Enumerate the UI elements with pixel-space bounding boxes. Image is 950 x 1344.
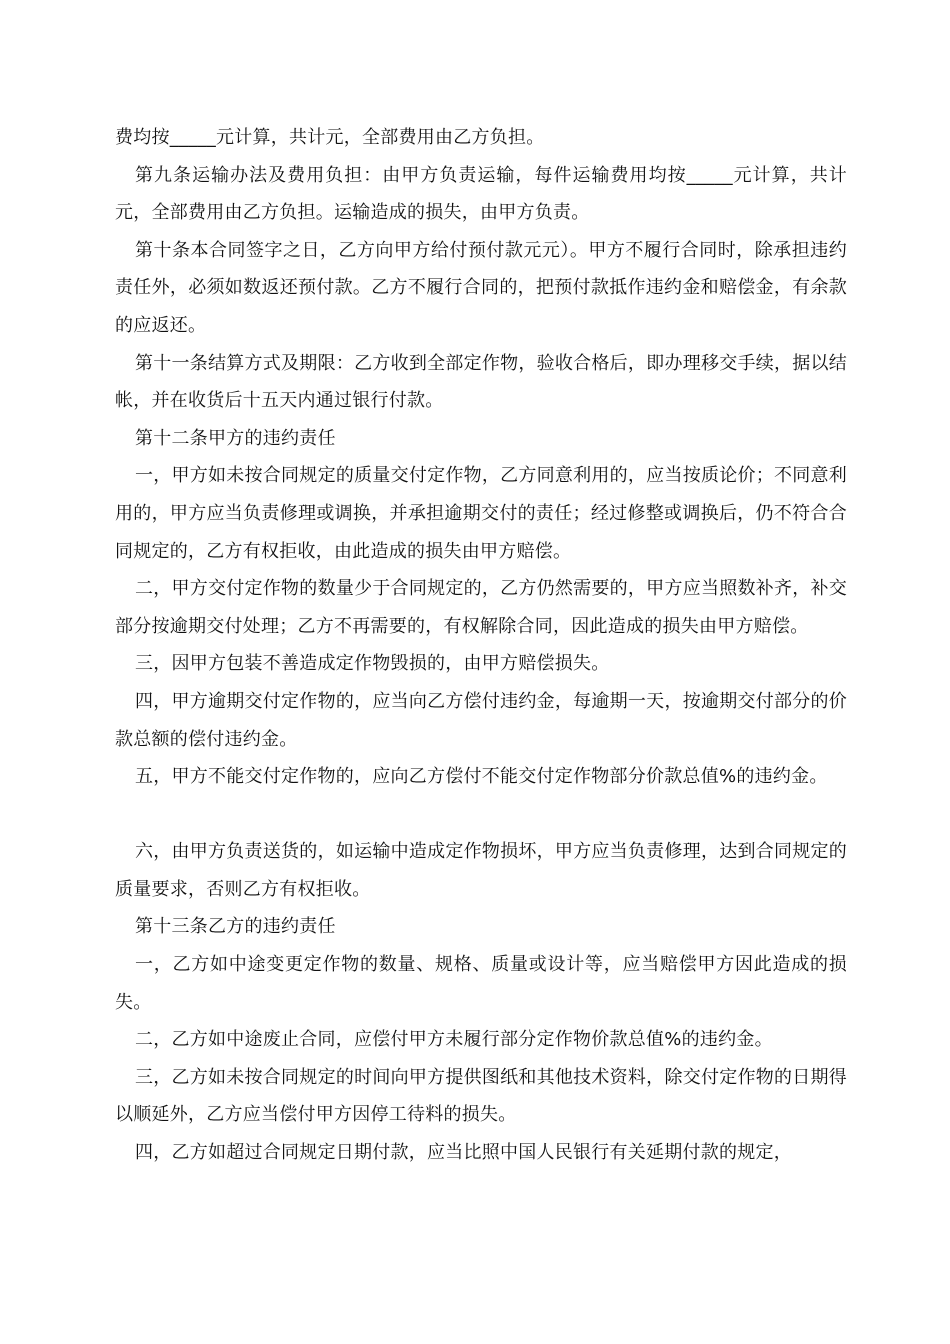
paragraph-article-12-item-2: 二，甲方交付定作物的数量少于合同规定的，乙方仍然需要的，甲方应当照数补齐，补交部分按逾期交付处理；乙方不再需要的，有权解除合同，因此造成的损失由甲方赔偿。 — [115, 578, 847, 637]
paragraph-article-10: 第十条本合同签字之日，乙方向甲方给付预付款元元）。甲方不履行合同时，除承担违约责任外，必须如数返还预付款。乙方不履行合同的，把预付款抵作违约金和赔偿金，有余款的应返还。 — [115, 239, 847, 336]
paragraph-article-12-item-4: 四，甲方逾期交付定作物的，应当向乙方偿付违约金，每逾期一天，按逾期交付部分的价款总额的偿付违约金。 — [115, 690, 847, 750]
paragraph-article-9: 第九条运输办法及费用负担：由甲方负责运输，每件运输费用均按_____元计算，共计元，全部费用由乙方负担。运输造成的损失，由甲方负责。 — [115, 164, 847, 224]
paragraph-article-12-item-5: 五，甲方不能交付定作物的，应向乙方偿付不能交付定作物部分价款总值%的违约金。 — [135, 766, 828, 788]
paragraph-fee-continuation: 费均按_____元计算，共计元，全部费用由乙方负担。 — [115, 127, 545, 148]
paragraph-article-13-item-4: 四，乙方如超过合同规定日期付款，应当比照中国人民银行有关延期付款的规定， — [135, 1142, 792, 1164]
paragraph-article-13-item-3: 三，乙方如未按合同规定的时间向甲方提供图纸和其他技术资料，除交付定作物的日期得以顺延外，乙方应当偿付甲方因停工待料的损失。 — [115, 1066, 847, 1126]
document-body — [115, 119, 847, 1172]
paragraph-article-12-item-6: 六，由甲方负责送货的，如运输中造成定作物损坏，甲方应当负责修理，达到合同规定的质量要求，否则乙方有权拒收。 — [115, 841, 847, 900]
paragraph-article-12-item-3: 三，因甲方包装不善造成定作物毁损的，由甲方赔偿损失。 — [135, 653, 610, 675]
paragraph-article-13-item-1: 一，乙方如中途变更定作物的数量、规格、质量或设计等，应当赔偿甲方因此造成的损失。 — [115, 954, 847, 1013]
paragraph-article-11: 第十一条结算方式及期限：乙方收到全部定作物，验收合格后，即办理移交手续，据以结帐，并在收货后十五天内通过银行付款。 — [115, 352, 847, 412]
paragraph-article-13-item-2: 二，乙方如中途废止合同，应偿付甲方未履行部分定作物价款总值%的违约金。 — [135, 1029, 773, 1051]
heading-article-12: 第十二条甲方的违约责任 — [135, 427, 336, 449]
paragraph-article-12-item-1: 一，甲方如未按合同规定的质量交付定作物，乙方同意利用的，应当按质论价；不同意利用的，甲方应当负责修理或调换，并承担逾期交付的责任；经过修整或调换后，仍不符合合同规定的，乙方有权拒收，由此造成的损失由甲方赔偿。 — [115, 465, 847, 562]
heading-article-13: 第十三条乙方的违约责任 — [135, 916, 336, 938]
